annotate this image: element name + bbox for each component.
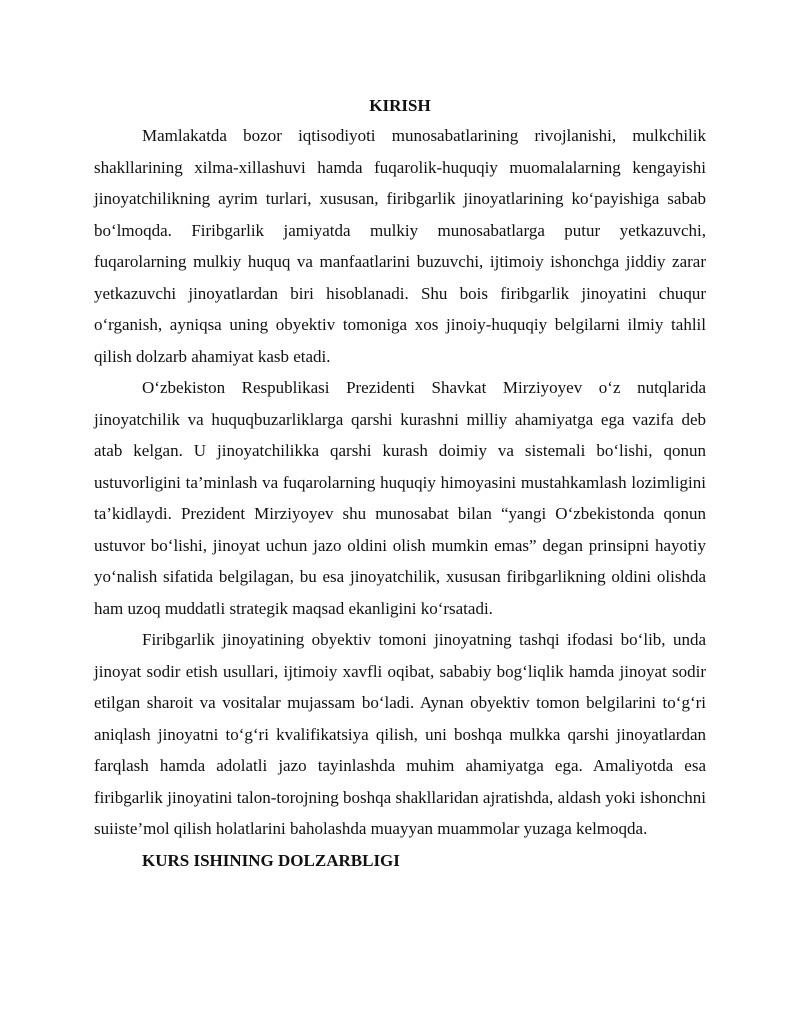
paragraph-intro: Mamlakatda bozor iqtisodiyoti munosabatlarining rivojlanishi, mulkchilik shakllarining xilma-xillashuvi hamda fuqarolik-huquqiy muomalalarning kengayishi jinoyatchilikning ayrim turlari, xususan, firibgarlik jinoyatlarining ko‘payishiga sabab bo‘lmoqda. Firibgarlik jamiyatda mulkiy munosabatlarga putur yetkazuvchi, fuqarolarning mulkiy huquq va manfaatlarini buzuvchi, ijtimoiy ishonchga jiddiy zarar yetkazuvchi jinoyatlardan biri hisoblanadi. Shu bois firibgarlik jinoyatini chuqur o‘rganish, ayniqsa uning obyektiv tomoniga xos jinoiy-huquqiy belgilarni ilmiy tahlil qilish dolzarb ahamiyat kasb etadi. (94, 126, 706, 366)
section-heading: KURS ISHINING DOLZARBLIGI (142, 850, 400, 870)
paragraph-objective-side: Firibgarlik jinoyatining obyektiv tomoni jinoyatning tashqi ifodasi bo‘lib, unda jinoyat sodir etish usullari, ijtimoiy xavfli oqibat, sababiy bog‘liqlik hamda jinoyat sodir etilgan sharoit va vositalar mujassam bo‘ladi. Aynan obyektiv tomon belgilarini to‘g‘ri aniqlash jinoyatni to‘g‘ri kvalifikatsiya qilish, uni boshqa mulkka qarshi jinoyatlardan farqlash hamda adolatli jazo tayinlashda muhim ahamiyatga ega. Amaliyotda esa firibgarlik jinoyatini talon-torojning boshqa shakllaridan ajratishda, aldash yoki ishonchni suiiste’mol qilish holatlarini baholashda muayyan muammolar yuzaga kelmoqda. (94, 630, 706, 838)
document-title: KIRISH (369, 96, 431, 115)
paragraph-president: O‘zbekiston Respublikasi Prezidenti Shavkat Mirziyoyev o‘z nutqlarida jinoyatchilik va huquqbuzarliklarga qarshi kurashni milliy ahamiyatga ega vazifa deb atab kelgan. U jinoyatchilikka qarshi kurash doimiy va sistemali bo‘lishi, qonun ustuvorligini ta’minlash va fuqarolarning huquqiy himoyasini mustahkamlash lozimligini ta’kidlaydi. Prezident Mirziyoyev shu munosabat bilan “yangi O‘zbekistonda qonun ustuvor bo‘lishi, jinoyat uchun jazo oldini olish mumkin emas” degan prinsipni hayotiy yo‘nalish sifatida belgilagan, bu esa jinoyatchilik, xususan firibgarlikning oldini olishda ham uzoq muddatli strategik maqsad ekanligini ko‘rsatadi. (94, 378, 706, 618)
document-page (94, 92, 706, 876)
